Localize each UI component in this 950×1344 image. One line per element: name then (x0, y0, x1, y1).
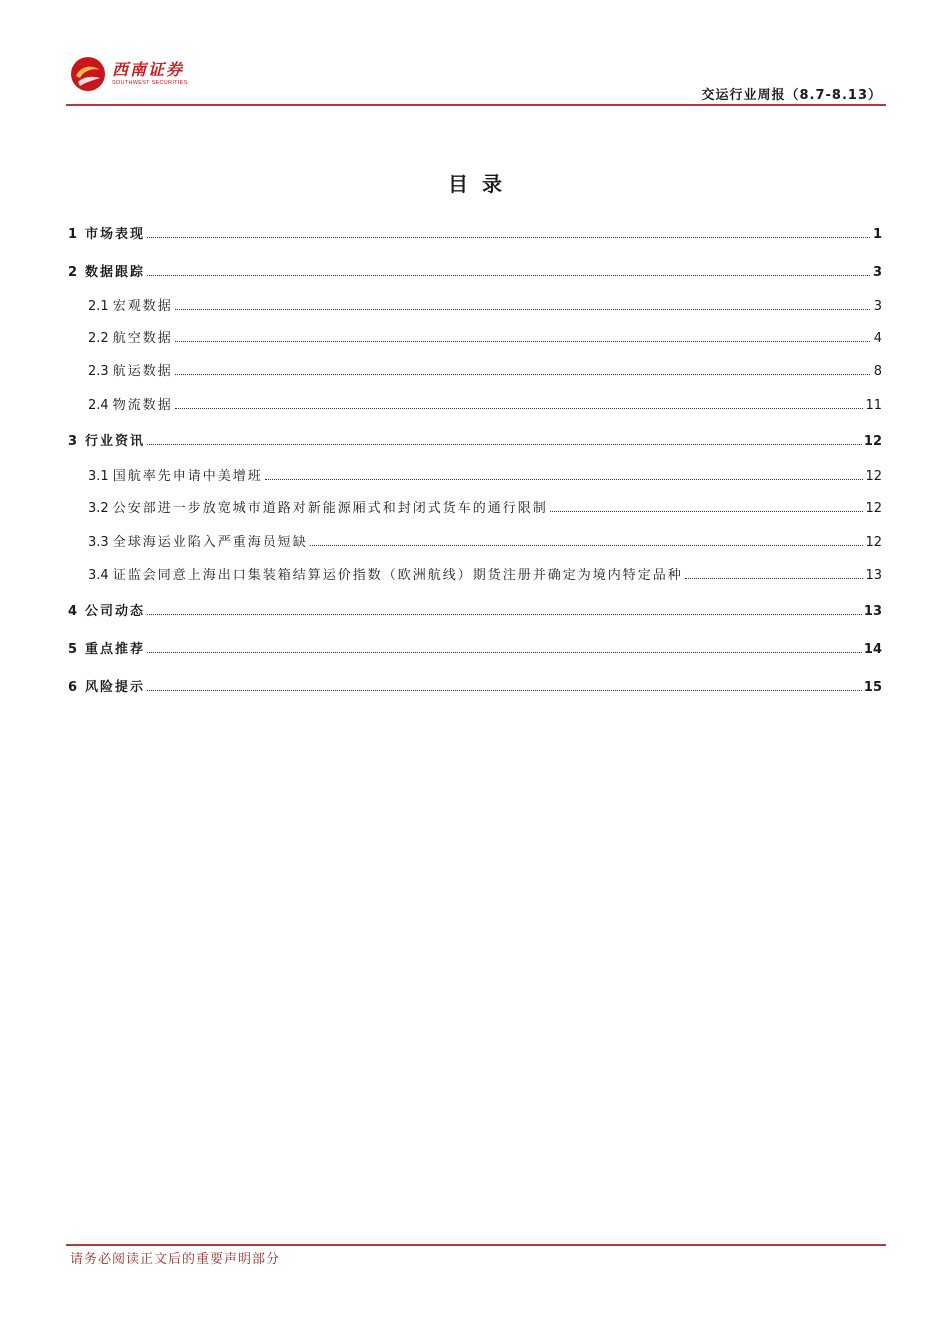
toc-entry-number: 2.3 (88, 364, 109, 379)
header-divider (66, 104, 886, 106)
toc-entry-page: 14 (863, 642, 882, 657)
toc-entry-label: 行业资讯 (85, 434, 146, 449)
toc-entry-page: 3 (873, 299, 882, 314)
toc-entry-page: 12 (865, 501, 882, 516)
toc-entry-label: 公安部进一步放宽城市道路对新能源厢式和封闭式货车的通行限制 (112, 501, 548, 516)
toc-entry[interactable] (88, 363, 882, 381)
logo-chinese-name: 西南证券 (112, 60, 185, 79)
toc-entry-label: 市场表现 (85, 227, 146, 242)
toc-entry[interactable] (68, 679, 882, 697)
toc-entry-label: 宏观数据 (112, 299, 173, 314)
toc-entry-label: 重点推荐 (85, 642, 146, 657)
logo-english-name: SOUTHWEST SECURITIES (112, 80, 188, 86)
toc-entry[interactable] (68, 433, 882, 451)
toc-entry-number: 3.4 (88, 568, 109, 583)
toc-title: 目录 (448, 172, 516, 196)
toc-entry-page: 13 (863, 604, 882, 619)
toc-entry[interactable] (88, 330, 882, 348)
toc-entry-page: 1 (872, 227, 882, 242)
toc-entry[interactable] (88, 534, 882, 552)
toc-entry-number: 2 (68, 265, 78, 280)
toc-dot-leader (175, 341, 870, 342)
report-title: 交运行业周报（8.7-8.13） (701, 88, 882, 103)
toc-entry[interactable] (68, 226, 882, 244)
toc-entry-page: 15 (863, 680, 882, 695)
toc-entry-number: 3 (68, 434, 78, 449)
toc-entry-page: 4 (873, 331, 882, 346)
toc-entry-number: 5 (68, 642, 78, 657)
toc-entry-label: 物流数据 (112, 398, 173, 413)
toc-entry-number: 4 (68, 604, 78, 619)
toc-entry-number: 2.2 (88, 331, 109, 346)
toc-entry-label: 航空数据 (112, 331, 173, 346)
toc-entry[interactable] (88, 500, 882, 518)
toc-entry-page: 11 (865, 398, 882, 413)
toc-entry-number: 3.1 (88, 469, 109, 484)
toc-dot-leader (147, 237, 870, 238)
toc-entry-label: 数据跟踪 (85, 265, 146, 280)
toc-dot-leader (147, 444, 862, 445)
toc-entry-number: 3.2 (88, 501, 109, 516)
toc-entry[interactable] (68, 641, 882, 659)
toc-dot-leader (147, 690, 862, 691)
toc-dot-leader (550, 511, 864, 512)
toc-entry-number: 2.4 (88, 398, 109, 413)
toc-entry-page: 12 (865, 469, 882, 484)
toc-entry-label: 风险提示 (85, 680, 146, 695)
toc-dot-leader (310, 545, 864, 546)
toc-entry-label: 公司动态 (85, 604, 146, 619)
page-header (66, 54, 886, 106)
toc-entry-label: 证监会同意上海出口集装箱结算运价指数（欧洲航线）期货注册并确定为境内特定品种 (112, 568, 683, 583)
logo-icon (70, 56, 106, 92)
toc-dot-leader (147, 652, 862, 653)
toc-entry[interactable] (88, 397, 882, 415)
toc-dot-leader (147, 275, 870, 276)
toc-dot-leader (175, 374, 870, 375)
toc-entry-number: 3.3 (88, 535, 109, 550)
toc-entry-page: 13 (865, 568, 882, 583)
toc-entry[interactable] (68, 264, 882, 282)
toc-entry-number: 2.1 (88, 299, 109, 314)
toc-entry-page: 8 (873, 364, 882, 379)
toc-entry-page: 12 (865, 535, 882, 550)
footer-divider (66, 1244, 886, 1246)
toc-entry[interactable] (68, 603, 882, 621)
toc-dot-leader (147, 614, 862, 615)
toc-dot-leader (175, 408, 864, 409)
toc-dot-leader (175, 309, 870, 310)
toc-entry[interactable] (88, 298, 882, 316)
toc-entry-number: 6 (68, 680, 78, 695)
toc-entry-label: 国航率先申请中美增班 (112, 469, 263, 484)
toc-entry-number: 1 (68, 227, 78, 242)
toc-entry-label: 航运数据 (112, 364, 173, 379)
toc-entry-page: 12 (863, 434, 882, 449)
footer-disclaimer: 请务必阅读正文后的重要声明部分 (70, 1252, 281, 1267)
toc-entry-label: 全球海运业陷入严重海员短缺 (112, 535, 308, 550)
toc-entry[interactable] (88, 468, 882, 486)
toc-dot-leader (685, 578, 864, 579)
company-logo (70, 56, 188, 92)
toc-entry-page: 3 (872, 265, 882, 280)
toc-entry[interactable] (88, 567, 882, 585)
toc-dot-leader (265, 479, 864, 480)
